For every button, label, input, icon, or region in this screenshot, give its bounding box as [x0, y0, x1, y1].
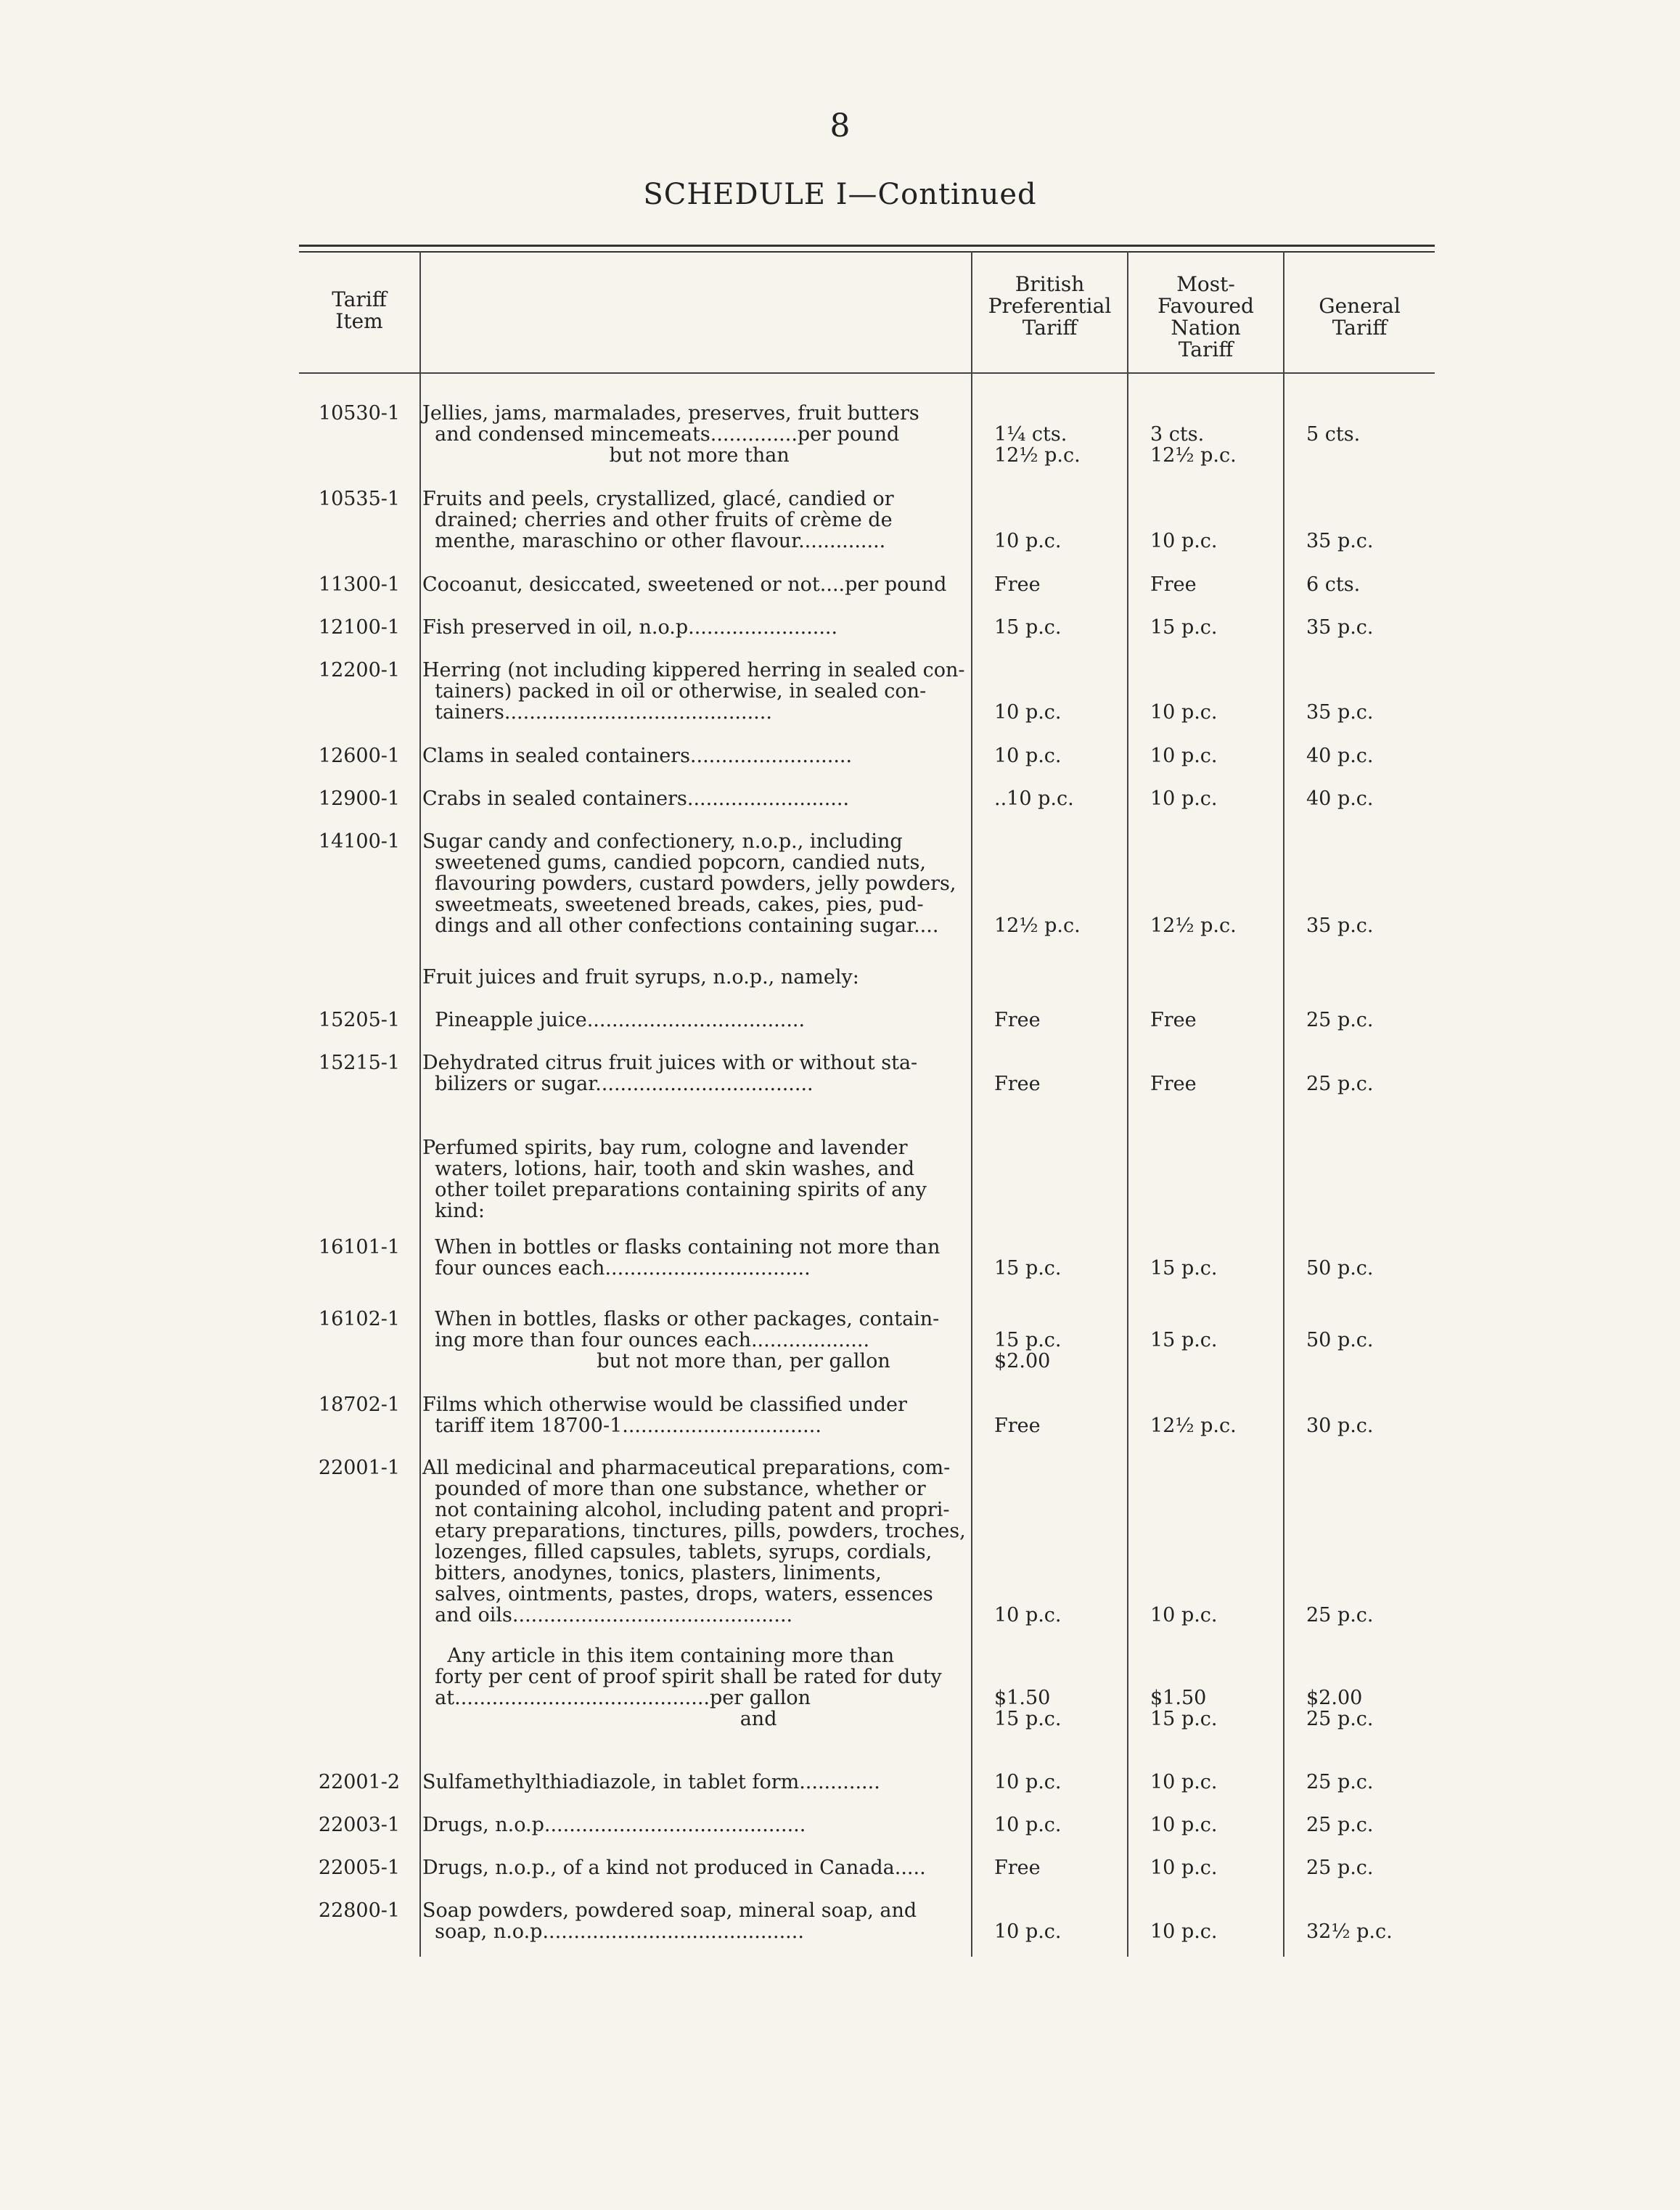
tariff-item-number: 22800-1: [318, 1899, 401, 1922]
tariff-item-number: 22001-2: [318, 1771, 401, 1793]
general-tariff-rate: 35 p.c.: [1306, 530, 1374, 552]
general-tariff-rate: 5 cts.: [1306, 423, 1361, 446]
most-favoured-nation-rate: 10 p.c.: [1150, 745, 1218, 767]
general-tariff-rate: 35 p.c.: [1306, 701, 1374, 724]
most-favoured-nation-rate: Free: [1150, 1009, 1197, 1031]
british-preferential-rate: 15 p.c.: [994, 616, 1062, 639]
general-tariff-rate: 32½ p.c.: [1306, 1920, 1393, 1943]
header-british-preferential: British Preferential Tariff: [988, 272, 1112, 340]
general-tariff-rate: 25 p.c.: [1306, 1814, 1374, 1836]
british-preferential-rate: 10 p.c.: [994, 530, 1062, 552]
item-description: Perfumed spirits, bay rum, cologne and lavender waters, lotions, hair, tooth and skin washes, and other toilet preparations containing spirits of any kind:: [422, 1137, 927, 1222]
tariff-item-number: 10530-1: [318, 402, 401, 425]
most-favoured-nation-rate: $1.50 15 p.c.: [1150, 1687, 1218, 1730]
item-description: Drugs, n.o.p..........................................: [422, 1814, 806, 1836]
item-description: Films which otherwise would be classified under tariff item 18700-1................................: [422, 1393, 907, 1437]
item-description: Clams in sealed containers..........................: [422, 745, 853, 767]
british-preferential-rate: 10 p.c.: [994, 1920, 1062, 1943]
item-description: All medicinal and pharmaceutical preparations, com- pounded of more than one substance, whether or not containing alcohol, including patent and propri- etary preparations, tinctures, pills, powders, troches, lozenges, filled capsules, tablets, syrups, cordials, bitters, anodynes, tonics, plasters, liniments, salves, ointments, pastes, drops, waters, essences and oils.............................................: [422, 1457, 966, 1626]
page-number: 8: [829, 107, 851, 144]
british-preferential-rate: 10 p.c.: [994, 701, 1062, 724]
most-favoured-nation-rate: 15 p.c.: [1150, 616, 1218, 639]
header-rule: [299, 372, 1435, 374]
most-favoured-nation-rate: 10 p.c.: [1150, 787, 1218, 810]
item-description: Drugs, n.o.p., of a kind not produced in Canada.....: [422, 1857, 926, 1879]
item-description: Dehydrated citrus fruit juices with or without sta- bilizers or sugar...................................: [422, 1052, 918, 1095]
item-description: Fruits and peels, crystallized, glacé, candied or drained; cherries and other fruits of crème de menthe, maraschino or other flavour..............: [422, 488, 894, 552]
tariff-item-number: 16102-1: [318, 1308, 401, 1330]
item-description: Fruit juices and fruit syrups, n.o.p., namely:: [422, 966, 859, 989]
british-preferential-rate: Free: [994, 1009, 1041, 1031]
tariff-item-number: 14100-1: [318, 830, 401, 853]
column-divider: [419, 251, 421, 1957]
general-tariff-rate: $2.00 25 p.c.: [1306, 1687, 1374, 1730]
british-preferential-rate: 10 p.c.: [994, 1604, 1062, 1626]
tariff-item-number: 15215-1: [318, 1052, 401, 1074]
item-description: When in bottles or flasks containing not more than four ounces each.................................: [435, 1236, 941, 1280]
item-description: Cocoanut, desiccated, sweetened or not....per pound: [422, 573, 947, 596]
british-preferential-rate: ..10 p.c.: [994, 787, 1074, 810]
most-favoured-nation-rate: 15 p.c.: [1150, 1257, 1218, 1280]
tariff-item-number: 16101-1: [318, 1236, 401, 1259]
tariff-item-number: 12100-1: [318, 616, 401, 639]
column-divider: [1127, 251, 1128, 1957]
schedule-title: SCHEDULE I—Continued: [643, 178, 1037, 211]
british-preferential-rate: $1.50 15 p.c.: [994, 1687, 1062, 1730]
header-most-favoured-nation: Most- Favoured Nation Tariff: [1157, 272, 1254, 361]
general-tariff-rate: 25 p.c.: [1306, 1857, 1374, 1879]
most-favoured-nation-rate: 12½ p.c.: [1150, 1415, 1237, 1437]
general-tariff-rate: 6 cts.: [1306, 573, 1361, 596]
item-description: Crabs in sealed containers..........................: [422, 787, 850, 810]
most-favoured-nation-rate: 12½ p.c.: [1150, 914, 1237, 937]
header-tariff-item: Tariff Item: [332, 287, 387, 333]
most-favoured-nation-rate: Free: [1150, 573, 1197, 596]
column-divider: [1283, 251, 1284, 1957]
item-description: Soap powders, powdered soap, mineral soap, and soap, n.o.p..........................................: [422, 1899, 917, 1943]
british-preferential-rate: 12½ p.c.: [994, 914, 1081, 937]
item-description: Sulfamethylthiadiazole, in tablet form.............: [422, 1771, 880, 1793]
tariff-item-number: 12900-1: [318, 787, 401, 810]
item-description: Herring (not including kippered herring in sealed con- tainers) packed in oil or otherwise, in sealed con- tainers...........................................: [422, 659, 965, 724]
british-preferential-rate: 15 p.c. $2.00: [994, 1329, 1062, 1372]
british-preferential-rate: Free: [994, 1415, 1041, 1437]
general-tariff-rate: 50 p.c.: [1306, 1329, 1374, 1351]
item-description: Any article in this item containing more than forty per cent of proof spirit shall be rated for duty at.........................................per gallon and: [435, 1645, 942, 1730]
most-favoured-nation-rate: 15 p.c.: [1150, 1329, 1218, 1351]
most-favoured-nation-rate: 10 p.c.: [1150, 1920, 1218, 1943]
general-tariff-rate: 35 p.c.: [1306, 616, 1374, 639]
tariff-item-number: 11300-1: [318, 573, 401, 596]
tariff-item-number: 22003-1: [318, 1814, 401, 1836]
general-tariff-rate: 25 p.c.: [1306, 1604, 1374, 1626]
most-favoured-nation-rate: 10 p.c.: [1150, 1604, 1218, 1626]
most-favoured-nation-rate: 10 p.c.: [1150, 1814, 1218, 1836]
item-description: Jellies, jams, marmalades, preserves, fruit butters and condensed mincemeats..............per pound but not more than: [422, 402, 919, 467]
most-favoured-nation-rate: 10 p.c.: [1150, 701, 1218, 724]
tariff-item-number: 10535-1: [318, 488, 401, 510]
column-divider: [971, 251, 972, 1957]
british-preferential-rate: 10 p.c.: [994, 1814, 1062, 1836]
most-favoured-nation-rate: Free: [1150, 1073, 1197, 1095]
item-description: When in bottles, flasks or other packages, contain- ing more than four ounces each................... but not more than, per gallon: [435, 1308, 940, 1372]
general-tariff-rate: 25 p.c.: [1306, 1073, 1374, 1095]
top-rule: [299, 245, 1435, 247]
general-tariff-rate: 25 p.c.: [1306, 1009, 1374, 1031]
general-tariff-rate: 25 p.c.: [1306, 1771, 1374, 1793]
item-description: Pineapple juice...................................: [422, 1009, 806, 1031]
general-tariff-rate: 40 p.c.: [1306, 787, 1374, 810]
general-tariff-rate: 35 p.c.: [1306, 914, 1374, 937]
tariff-item-number: 12200-1: [318, 659, 401, 682]
british-preferential-rate: Free: [994, 1073, 1041, 1095]
general-tariff-rate: 50 p.c.: [1306, 1257, 1374, 1280]
most-favoured-nation-rate: 10 p.c.: [1150, 1771, 1218, 1793]
header-general: General Tariff: [1319, 294, 1401, 340]
top-rule-2: [299, 251, 1435, 253]
item-description: Sugar candy and confectionery, n.o.p., including sweetened gums, candied popcorn, candied nuts, flavouring powders, custard powders, jelly powders, sweetmeats, sweetened breads, cakes, pies, pud- dings and all other confections containing sugar....: [422, 830, 956, 937]
most-favoured-nation-rate: 3 cts. 12½ p.c.: [1150, 423, 1237, 467]
british-preferential-rate: 10 p.c.: [994, 1771, 1062, 1793]
tariff-item-number: 15205-1: [318, 1009, 401, 1031]
tariff-item-number: 22001-1: [318, 1457, 401, 1479]
british-preferential-rate: 1¼ cts. 12½ p.c.: [994, 423, 1081, 467]
tariff-item-number: 18702-1: [318, 1393, 401, 1416]
most-favoured-nation-rate: 10 p.c.: [1150, 530, 1218, 552]
british-preferential-rate: Free: [994, 573, 1041, 596]
tariff-item-number: 12600-1: [318, 745, 401, 767]
tariff-item-number: 22005-1: [318, 1857, 401, 1879]
british-preferential-rate: Free: [994, 1857, 1041, 1879]
british-preferential-rate: 10 p.c.: [994, 745, 1062, 767]
most-favoured-nation-rate: 10 p.c.: [1150, 1857, 1218, 1879]
general-tariff-rate: 40 p.c.: [1306, 745, 1374, 767]
item-description: Fish preserved in oil, n.o.p........................: [422, 616, 838, 639]
british-preferential-rate: 15 p.c.: [994, 1257, 1062, 1280]
general-tariff-rate: 30 p.c.: [1306, 1415, 1374, 1437]
